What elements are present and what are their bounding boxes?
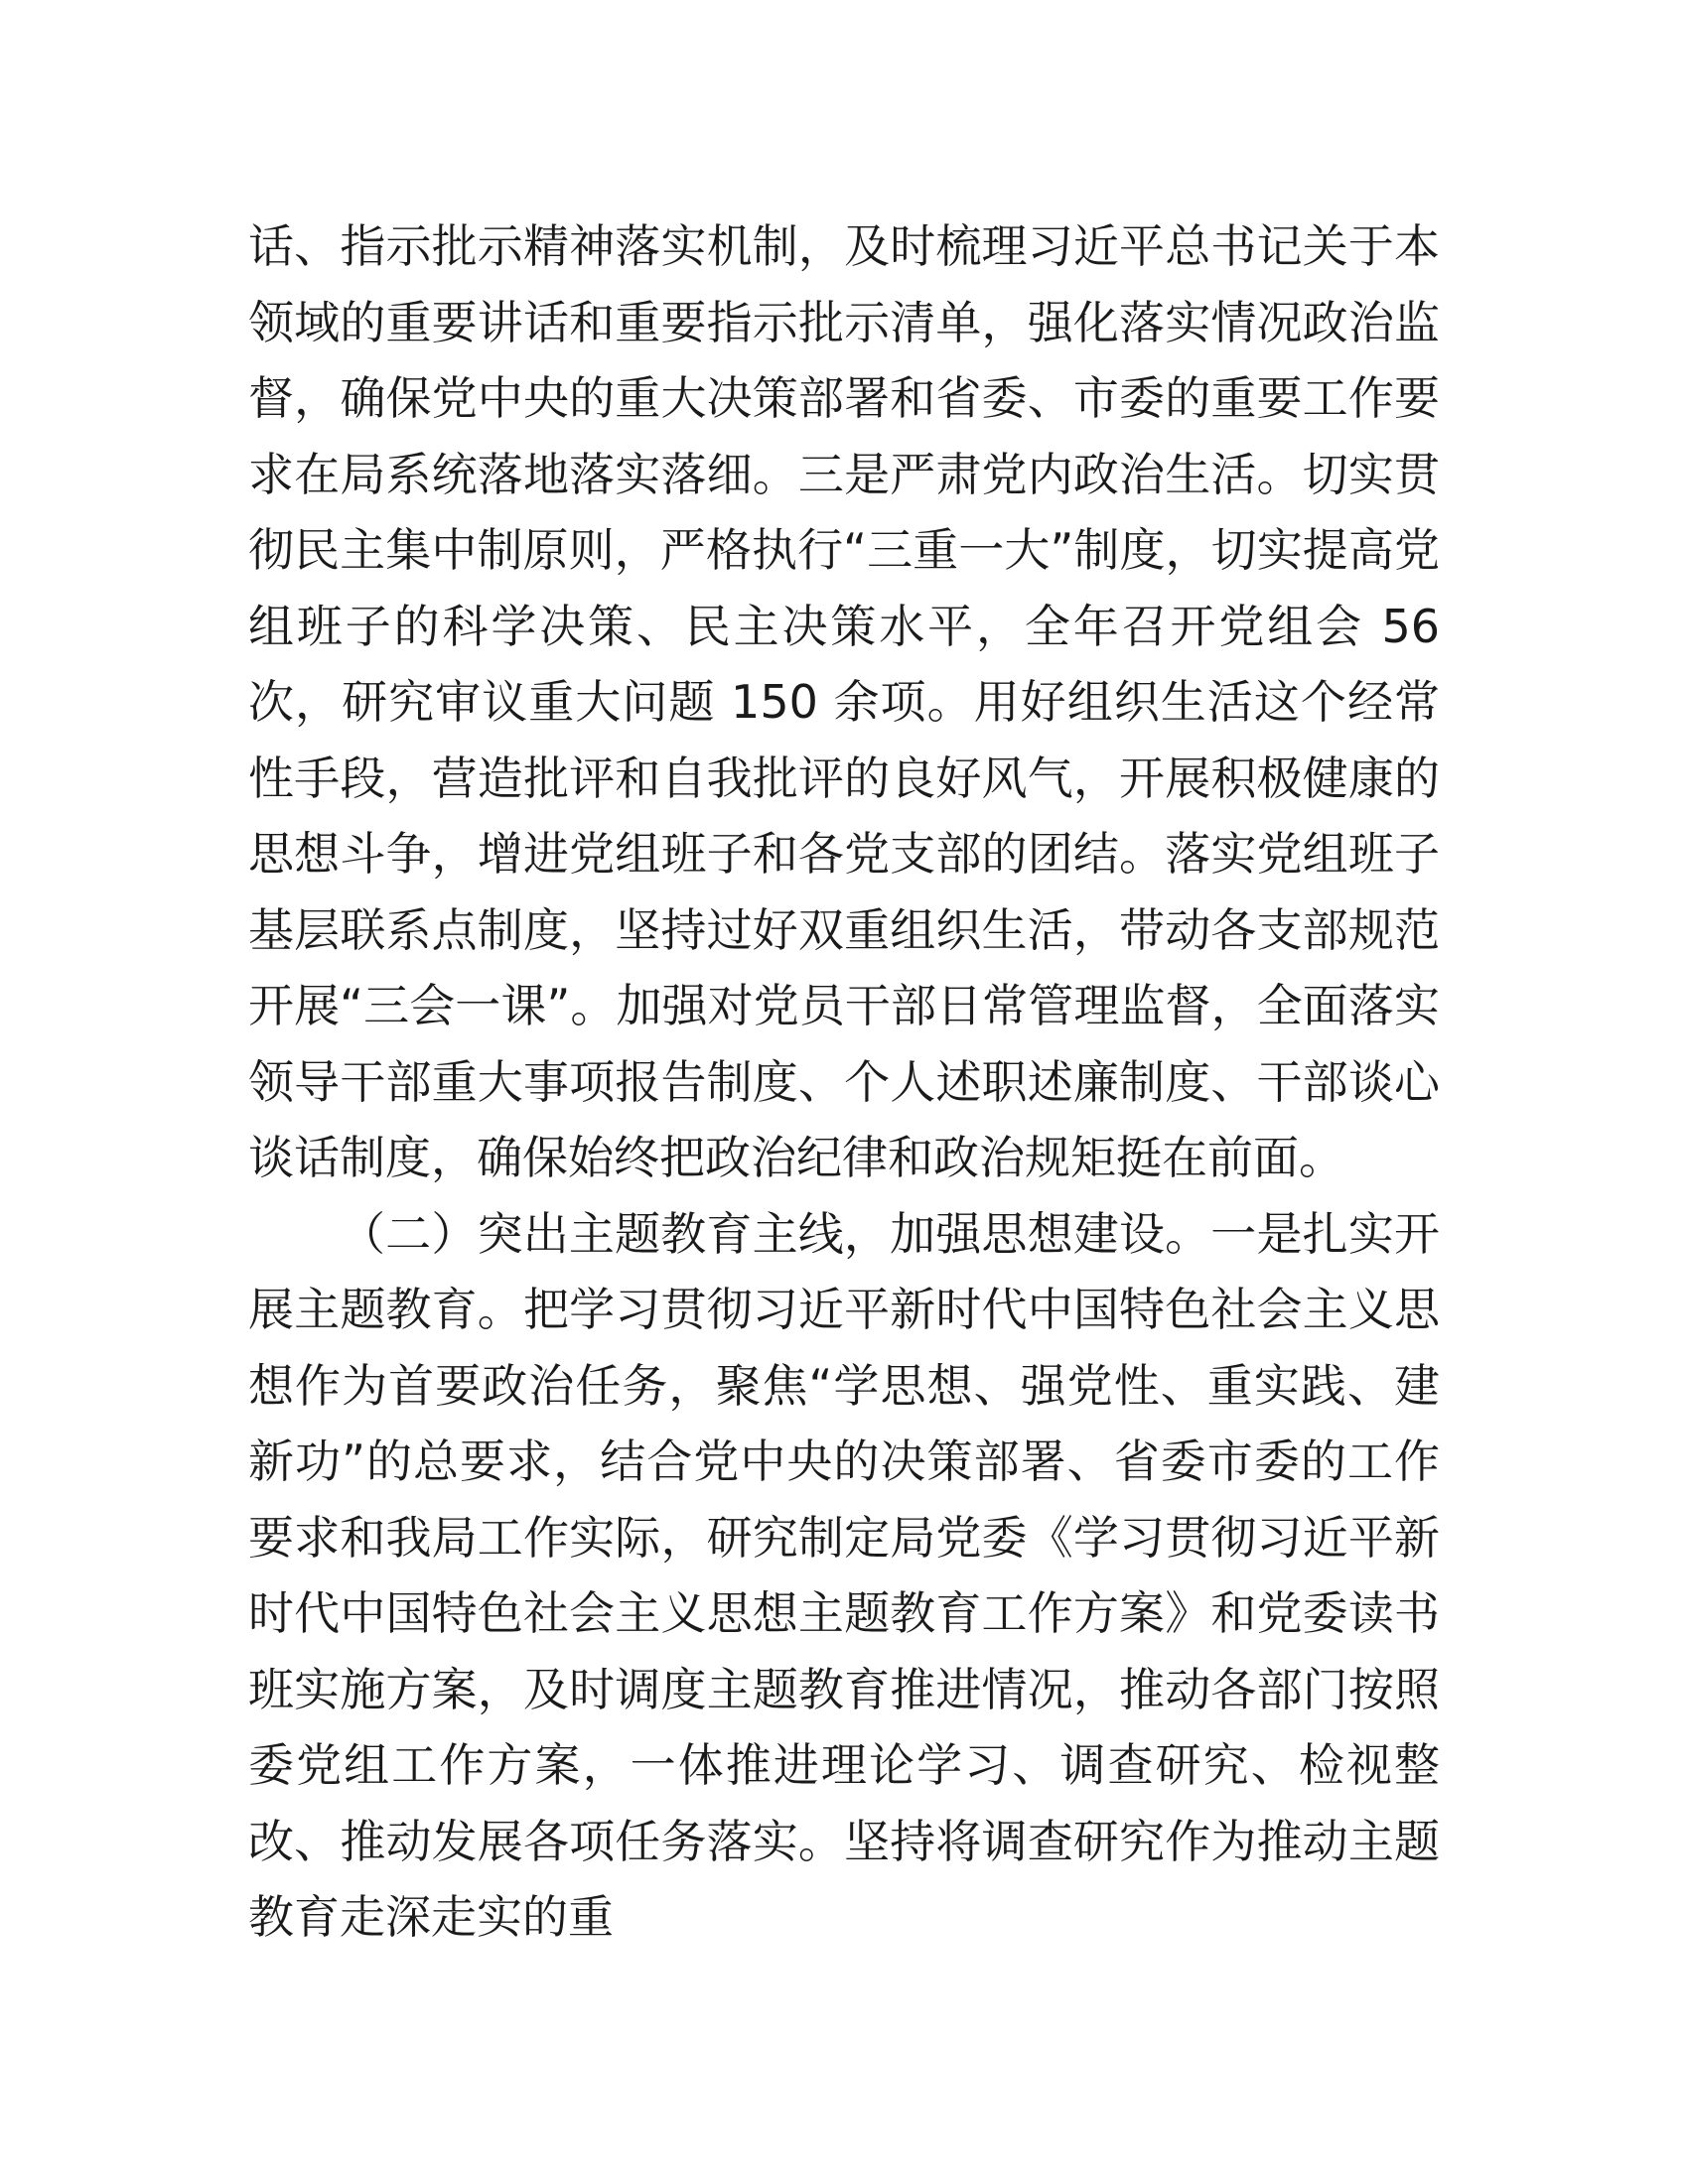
body-text: [248, 208, 1440, 1956]
paragraph-section-two: （二）突出主题教育主线，加强思想建设。一是扎实开展主题教育。把学习贯彻习近平新时代中国特色社会主义思想作为首要政治任务，聚焦“学思想、强党性、重实践、建新功”的总要求，结合党中央的决策部署、省委市委的工作要求和我局工作实际，研究制定局党委《学习贯彻习近平新时代中国特色社会主义思想主题教育工作方案》和党委读书班实施方案，及时调度主题教育推进情况，推动各部门按照委党组工作方案，一体推进理论学习、调查研究、检视整改、推动发展各项任务落实。坚持将调查研究作为推动主题教育走深走实的重: [248, 1206, 1440, 1944]
paragraph-continued: 话、指示批示精神落实机制，及时梳理习近平总书记关于本领域的重要讲话和重要指示批示清单，强化落实情况政治监督，确保党中央的重大决策部署和省委、市委的重要工作要求在局系统落地落实落细。三是严肃党内政治生活。切实贯彻民主集中制原则，严格执行“三重一大”制度，切实提高党组班子的科学决策、民主决策水平，全年召开党组会 56 次，研究审议重大问题 150 余项。用好组织生活这个经常性手段，营造批评和自我批评的良好风气，开展积极健康的思想斗争，增进党组班子和各党支部的团结。落实党组班子基层联系点制度，坚持过好双重组织生活，带动各支部规范开展“三会一课”。加强对党员干部日常管理监督，全面落实领导干部重大事项报告制度、个人述职述廉制度、干部谈心谈话制度，确保始终把政治纪律和政治规矩挺在前面。: [248, 219, 1440, 1184]
